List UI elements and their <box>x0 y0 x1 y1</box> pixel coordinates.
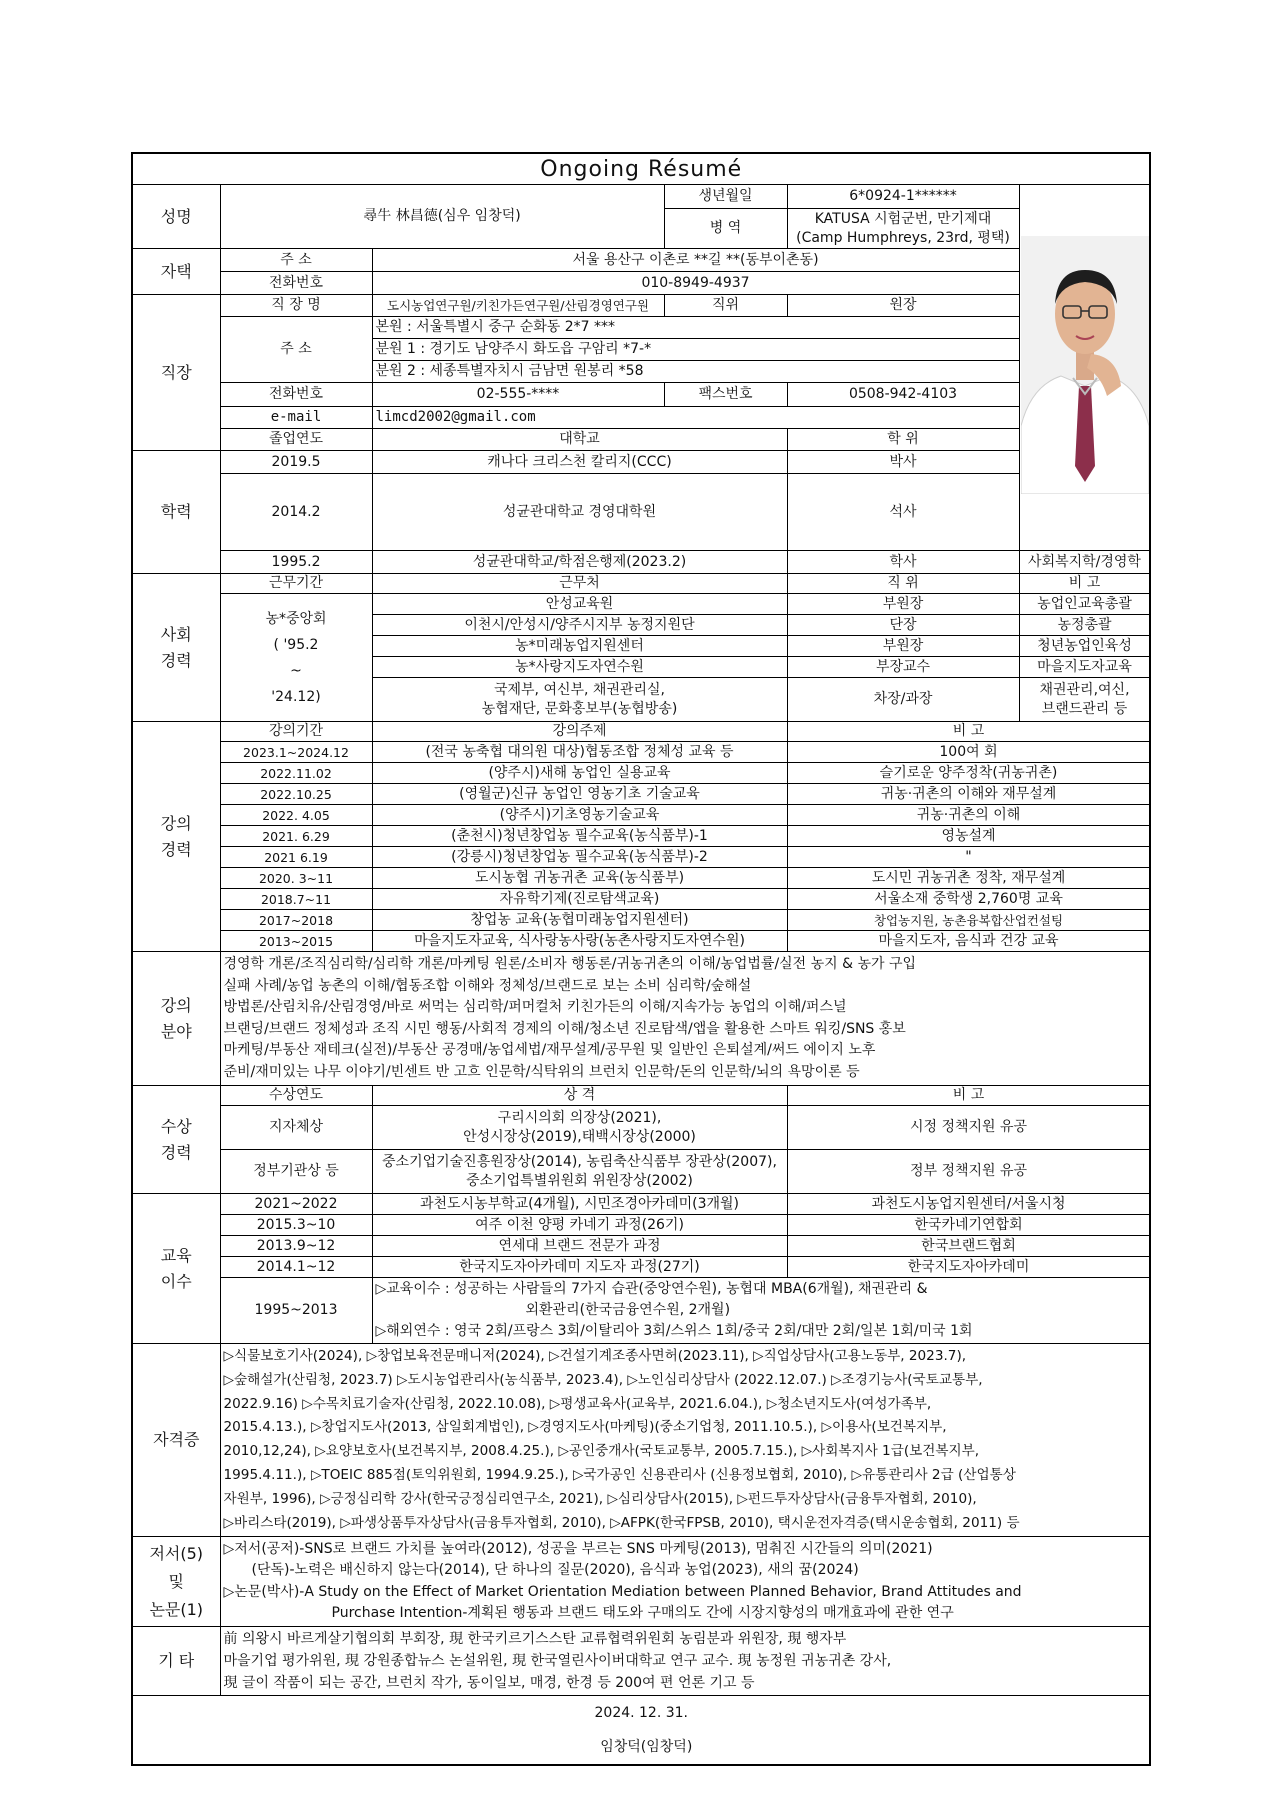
lecture-row-period: 2020. 3~11 <box>220 868 372 889</box>
lecture-row-note: 도시민 귀농귀촌 정착, 재무설계 <box>787 868 1150 889</box>
name-value: 尋牛 林昌德(심우 임창덕) <box>220 185 664 249</box>
etc-text <box>220 1627 1150 1696</box>
publication-line: ▷논문(박사)-A Study on the Effect of Market Orientation Mediation between Planned Behavior, Brand Attitudes and <box>223 1583 1022 1600</box>
lecture-row-topic: (강릉시)청년창업농 필수교육(농식품부)-2 <box>372 847 787 868</box>
lecture-row-topic: (춘천시)청년창업농 필수교육(농식품부)-1 <box>372 826 787 847</box>
fields-line: 방법론/산림치유/산림경영/바로 써먹는 심리학/퍼머컬처 키친가든의 이해/지속가능 농업의 이해/퍼스널 <box>223 999 847 1015</box>
lecture-row-period: 2022. 4.05 <box>220 805 372 826</box>
lecture-row-period: 2017~2018 <box>220 910 372 931</box>
training-section-line1: 교육 <box>160 1245 192 1265</box>
fields-line: 경영학 개론/조직심리학/심리학 개론/마케팅 원론/소비자 행동론/귀농귀촌의 이해/농업법률/실전 농지 & 농가 구입 <box>223 956 917 972</box>
training-row-period: 2014.1~12 <box>220 1257 372 1278</box>
resume-table <box>131 152 1151 1766</box>
career-last-place-line1: 국제부, 여신부, 채권관리실, <box>493 681 665 698</box>
lecture-row-period: 2021 6.19 <box>220 847 372 868</box>
career-period-line4: '24.12) <box>271 688 321 705</box>
lecture-row-topic: 자유학기제(진로탐색교육) <box>372 889 787 910</box>
lecture-row-note: 서울소재 중학생 2,760명 교육 <box>787 889 1150 910</box>
lecture-row-note: 영농설계 <box>787 826 1150 847</box>
workplace-label: 직 장 명 <box>220 295 372 317</box>
certificate-line: 2010,12,24), ▷요양보호사(보건복지부, 2008.4.25.), ▷공인중개사(국토교통부, 2005.7.15.), ▷사회복지사 1급(보건복지부, <box>223 1443 980 1460</box>
certificate-line: 2022.9.16) ▷수목치료기술자(산림청, 2022.10.08), ▷평생교육사(교육부, 2021.6.04.), ▷청소년지도사(여성가족부, <box>223 1395 932 1412</box>
lecture-row-topic: (양주시)기초영농기술교육 <box>372 805 787 826</box>
career-row-position: 부장교수 <box>787 657 1019 678</box>
awards-header-year: 수상연도 <box>220 1086 372 1106</box>
fax-label: 팩스번호 <box>664 383 787 407</box>
lecture-section-line1: 강의 <box>160 813 192 833</box>
career-last-note-line1: 채권관리,여신, <box>1039 681 1130 698</box>
career-row-position: 차장/과장 <box>787 678 1019 722</box>
publication-line: Purchase Intention-계획된 행동과 브랜드 태도와 구매의도 간에 시장지향성의 매개효과에 관한 연구 <box>331 1605 954 1622</box>
lecture-row-note: 창업농지원, 농촌융복합산업컨설팅 <box>787 910 1150 931</box>
fields-line: 마케팅/부동산 재테크(실전)/부동산 공경매/농업세법/재무설계/공무원 및 일반인 은퇴설계/써드 에이지 노후 <box>223 1042 876 1058</box>
etc-line: 前 의왕시 바르게살기협의회 부회장, 現 한국키르기스스탄 교류협력위원회 농림분과 위원장, 現 행자부 <box>223 1631 847 1648</box>
birth-value: 6*0924-1****** <box>787 185 1019 209</box>
awards-section-line2: 경력 <box>160 1142 192 1162</box>
training-row-period: 2013.9~12 <box>220 1236 372 1257</box>
footer-signature: 임창덕(임창덕) <box>600 1739 693 1756</box>
lecture-row-topic: 마을지도자교육, 식사랑농사랑(농촌사랑지도자연수원) <box>372 931 787 952</box>
training-row-org: 한국카네기연합회 <box>787 1215 1150 1236</box>
career-row-place: 이천시/안성시/양주시지부 농정지원단 <box>372 615 787 636</box>
awards-row1-line1: 구리시의회 의장상(2021), <box>497 1109 662 1126</box>
lecture-row-period: 2021. 6.29 <box>220 826 372 847</box>
certificate-line: 1995.4.11.), ▷TOEIC 885점(토익위원회, 1994.9.25.), ▷국가공인 신용관리사 (신용정보협회, 2010), ▷유통관리사 2급 (산업통상 <box>223 1466 1016 1483</box>
lecture-header-period: 강의기간 <box>220 722 372 742</box>
fields-line: 브랜딩/브랜드 정체성과 조직 시민 행동/사회적 경제의 이해/청소년 진로탐색/앱을 활용한 스마트 워킹/SNS 홍보 <box>223 1020 906 1037</box>
email-label: e-mail <box>220 407 372 429</box>
fields-section-label <box>132 952 220 1086</box>
military-value <box>787 209 1019 249</box>
career-header-position: 직 위 <box>787 574 1019 594</box>
career-period-line3: ~ <box>290 662 302 679</box>
edu-row-school: 성균관대학교 경영대학원 <box>372 474 787 551</box>
work-phone-value: 02-555-**** <box>372 383 664 407</box>
awards-header-note: 비 고 <box>787 1086 1150 1106</box>
career-row-place: 안성교육원 <box>372 594 787 615</box>
edu-row-year: 1995.2 <box>220 551 372 574</box>
career-row-place: 농*사랑지도자연수원 <box>372 657 787 678</box>
etc-section-label: 기 타 <box>132 1627 220 1696</box>
training-section-line2: 이수 <box>160 1271 192 1291</box>
etc-line: 마을기업 평가위원, 現 강원종합뉴스 논설위원, 現 한국열린사이버대학교 연구 교수. 現 농정원 귀농귀촌 강사, <box>223 1653 892 1670</box>
portrait-photo <box>1021 236 1149 494</box>
lecture-row-period: 2022.11.02 <box>220 763 372 784</box>
etc-line: 現 글이 작품이 되는 공간, 브런치 작가, 동이일보, 매경, 한경 등 200여 편 언론 기고 등 <box>223 1675 755 1692</box>
training-row-org: 한국브랜드협회 <box>787 1236 1150 1257</box>
workplace-value: 도시농업연구원/키친가든연구원/산림경영연구원 <box>372 295 664 317</box>
work-address-line1: 본원 : 서울특별시 중구 순화동 2*7 *** <box>372 317 1019 339</box>
lecture-row-topic: (전국 농축협 대의원 대상)협동조합 정체성 교육 등 <box>372 742 787 763</box>
career-section-label <box>132 574 220 722</box>
awards-row2-line1: 중소기업기술진흥원장상(2014), 농림축산식품부 장관상(2007), <box>382 1153 777 1170</box>
training-last-text <box>372 1278 1150 1344</box>
career-section-line1: 사회 <box>160 624 192 644</box>
awards-row1-note: 시정 정책지원 유공 <box>787 1106 1150 1150</box>
career-row-note: 농업인교육총괄 <box>1019 594 1150 615</box>
fields-section-line2: 분야 <box>160 1021 192 1041</box>
awards-row2-note: 정부 정책지원 유공 <box>787 1150 1150 1194</box>
training-row-period: 1995~2013 <box>220 1278 372 1344</box>
home-phone-value: 010-8949-4937 <box>372 272 1019 295</box>
home-phone-label: 전화번호 <box>220 272 372 295</box>
lecture-section-line2: 경력 <box>160 839 192 859</box>
training-last-line: ▷해외연수 : 영국 2회/프랑스 3회/이탈리아 3회/스위스 1회/중국 2회/대만 2회/일본 1회/미국 1회 <box>375 1323 973 1339</box>
lecture-row-topic: (영월군)신규 농업인 영농기초 기술교육 <box>372 784 787 805</box>
lecture-header-note: 비 고 <box>787 722 1150 742</box>
training-last-line: 외환관리(한국금융연수원, 2개월) <box>525 1302 731 1318</box>
birth-label: 생년월일 <box>664 185 787 209</box>
awards-row1-value <box>372 1106 787 1150</box>
training-row-course: 연세대 브랜드 전문가 과정 <box>372 1236 787 1257</box>
work-address-line3: 분원 2 : 세종특별자치시 금남면 원봉리 *58 <box>372 361 1019 383</box>
lecture-section-label <box>132 722 220 952</box>
training-last-line: ▷교육이수 : 성공하는 사람들의 7가지 습관(중앙연수원), 농협대 MBA(6개월), 채권관리 & <box>375 1281 928 1297</box>
email-value: limcd2002@gmail.com <box>372 407 1019 429</box>
edu-header-school: 대학교 <box>372 429 787 451</box>
lecture-row-topic: 도시농협 귀농귀촌 교육(농식품부) <box>372 868 787 889</box>
training-row-org: 과천도시농업지원센터/서울시청 <box>787 1194 1150 1215</box>
publications-section-label <box>132 1537 220 1627</box>
career-row-position: 부원장 <box>787 594 1019 615</box>
edu-header-year: 졸업연도 <box>220 429 372 451</box>
awards-row2-value <box>372 1150 787 1194</box>
lecture-row-note: 마을지도자, 음식과 건강 교육 <box>787 931 1150 952</box>
certificates-section-label: 자격증 <box>132 1344 220 1537</box>
work-phone-label: 전화번호 <box>220 383 372 407</box>
awards-row2-line2: 중소기업특별위원회 위원장상(2002) <box>466 1172 693 1189</box>
edu-row-year: 2014.2 <box>220 474 372 551</box>
training-section-label <box>132 1194 220 1344</box>
certificate-line: 2015.4.13.), ▷창업지도사(2013, 삼일회계법인), ▷경영지도사(마케팅)(중소기업청, 2011.10.5.), ▷이용사(보건복지부, <box>223 1419 947 1436</box>
certificate-line: ▷바리스타(2019), ▷파생상품투자상담사(금융투자협회, 2010), ▷AFPK(한국FPSB, 2010), 택시운전자격증(택시운송협회, 2011) 등 <box>223 1514 1020 1531</box>
publications-section-line2: 및 <box>168 1571 184 1591</box>
career-header-place: 근무처 <box>372 574 787 594</box>
career-row-place <box>372 678 787 722</box>
awards-row2-label: 정부기관상 등 <box>220 1150 372 1194</box>
career-row-note <box>1019 678 1150 722</box>
training-row-period: 2021~2022 <box>220 1194 372 1215</box>
awards-section-label <box>132 1086 220 1194</box>
awards-section-line1: 수상 <box>160 1116 192 1136</box>
certificate-line: 자원부, 1996), ▷긍정심리학 강사(한국긍정심리연구소, 2021), ▷심리상담사(2015), ▷펀드투자상담사(금융투자협회, 2010), <box>223 1490 977 1507</box>
training-row-period: 2015.3~10 <box>220 1215 372 1236</box>
position-label: 직위 <box>664 295 787 317</box>
awards-header-award: 상 격 <box>372 1086 787 1106</box>
fields-line: 준비/재미있는 나무 이야기/빈센트 반 고흐 인문학/식탁위의 브런치 인문학/돈의 인문학/뇌의 욕망이론 등 <box>223 1063 860 1080</box>
education-section-label: 학력 <box>132 451 220 574</box>
publications-section-line1: 저서(5) <box>149 1543 204 1563</box>
fields-section-line1: 강의 <box>160 995 192 1015</box>
military-line1: KATUSA 시험군번, 만기제대 <box>814 210 992 227</box>
career-row-position: 부원장 <box>787 636 1019 657</box>
certificate-line: ▷식물보호기사(2024), ▷창업보육전문매니저(2024), ▷건설기계조종사면허(2023.11), ▷직업상담사(고용노동부, 2023.7), <box>223 1348 967 1364</box>
resume-title: Ongoing Résumé <box>132 153 1150 185</box>
career-row-place: 농*미래농업지원센터 <box>372 636 787 657</box>
career-row-position: 단장 <box>787 615 1019 636</box>
training-row-course: 여주 이천 양평 카네기 과정(26기) <box>372 1215 787 1236</box>
edu-row-year: 2019.5 <box>220 451 372 474</box>
military-line2: (Camp Humphreys, 23rd, 평택) <box>796 229 1010 246</box>
lecture-row-topic: 창업농 교육(농협미래농업지원센터) <box>372 910 787 931</box>
awards-row1-label: 지자체상 <box>220 1106 372 1150</box>
edu-row-major: 사회복지학/경영학 <box>1019 551 1150 574</box>
career-last-note-line2: 브랜드관리 등 <box>1041 700 1128 717</box>
career-period-line2: ( '95.2 <box>273 636 319 653</box>
fields-text <box>220 952 1150 1086</box>
footer-date: 2024. 12. 31. <box>594 1705 689 1722</box>
work-address-line2: 분원 1 : 경기도 남양주시 화도읍 구암리 *7-* <box>372 339 1019 361</box>
work-section-label: 직장 <box>132 295 220 451</box>
training-row-org: 한국지도자아카데미 <box>787 1257 1150 1278</box>
footer <box>132 1696 1150 1766</box>
training-row-course: 한국지도자아카데미 지도자 과정(27기) <box>372 1257 787 1278</box>
home-address-value: 서울 용산구 이촌로 **길 **(동부이촌동) <box>372 249 1019 272</box>
training-row-course: 과천도시농부학교(4개월), 시민조경아카데미(3개월) <box>372 1194 787 1215</box>
lecture-row-note: 귀농·귀촌의 이해 <box>787 805 1150 826</box>
lecture-row-note: " <box>787 847 1150 868</box>
lecture-row-note: 100여 회 <box>787 742 1150 763</box>
resume-sheet <box>131 152 1149 1766</box>
publications-text <box>220 1537 1150 1627</box>
fax-value: 0508-942-4103 <box>787 383 1019 407</box>
name-label: 성명 <box>132 185 220 249</box>
lecture-row-period: 2022.10.25 <box>220 784 372 805</box>
lecture-row-note: 귀농·귀촌의 이해와 재무설계 <box>787 784 1150 805</box>
awards-row1-line2: 안성시장상(2019),태백시장상(2000) <box>463 1128 696 1145</box>
career-section-line2: 경력 <box>160 650 192 670</box>
lecture-row-topic: (양주시)새해 농업인 실용교육 <box>372 763 787 784</box>
lecture-row-note: 슬기로운 양주정착(귀농귀촌) <box>787 763 1150 784</box>
publication-line: (단독)-노력은 배신하지 않는다(2014), 단 하나의 질문(2020), 음식과 농업(2023), 새의 꿈(2024) <box>251 1562 859 1579</box>
lecture-row-period: 2023.1~2024.12 <box>220 742 372 763</box>
home-address-label: 주 소 <box>220 249 372 272</box>
career-row-note: 마을지도자교육 <box>1019 657 1150 678</box>
career-period <box>220 594 372 722</box>
fields-line: 실패 사례/농업 농촌의 이해/협동조합 이해와 정체성/브랜드로 보는 소비 심리학/숲해설 <box>223 977 752 994</box>
lecture-row-period: 2018.7~11 <box>220 889 372 910</box>
career-header-period: 근무기간 <box>220 574 372 594</box>
lecture-header-topic: 강의주제 <box>372 722 787 742</box>
military-label: 병 역 <box>664 209 787 249</box>
profile-photo <box>1019 185 1150 551</box>
certificates-text <box>220 1344 1150 1537</box>
certificate-line: ▷숲해설가(산림청, 2023.7) ▷도시농업관리사(농식품부, 2023.4), ▷노인심리상담사 (2022.12.07.) ▷조경기능사(국토교통부, <box>223 1371 983 1388</box>
position-value: 원장 <box>787 295 1019 317</box>
career-last-place-line2: 농협재단, 문화홍보부(농협방송) <box>481 700 678 717</box>
home-section-label: 자택 <box>132 249 220 295</box>
lecture-row-period: 2013~2015 <box>220 931 372 952</box>
edu-row-degree: 석사 <box>787 474 1019 551</box>
publication-line: ▷저서(공저)-SNS로 브랜드 가치를 높여라(2012), 성공을 부르는 SNS 마케팅(2013), 멈춰진 시간들의 의미(2021) <box>223 1540 933 1557</box>
edu-header-degree: 학 위 <box>787 429 1019 451</box>
publications-section-line3: 논문(1) <box>149 1599 204 1619</box>
career-row-note: 농정총괄 <box>1019 615 1150 636</box>
edu-row-degree: 학사 <box>787 551 1019 574</box>
work-address-label: 주 소 <box>220 317 372 383</box>
career-row-note: 청년농업인육성 <box>1019 636 1150 657</box>
career-header-note: 비 고 <box>1019 574 1150 594</box>
edu-row-school: 캐나다 크리스천 칼리지(CCC) <box>372 451 787 474</box>
edu-row-degree: 박사 <box>787 451 1019 474</box>
career-period-line1: 농*중앙회 <box>265 610 327 627</box>
edu-row-school: 성균관대학교/학점은행제(2023.2) <box>372 551 787 574</box>
